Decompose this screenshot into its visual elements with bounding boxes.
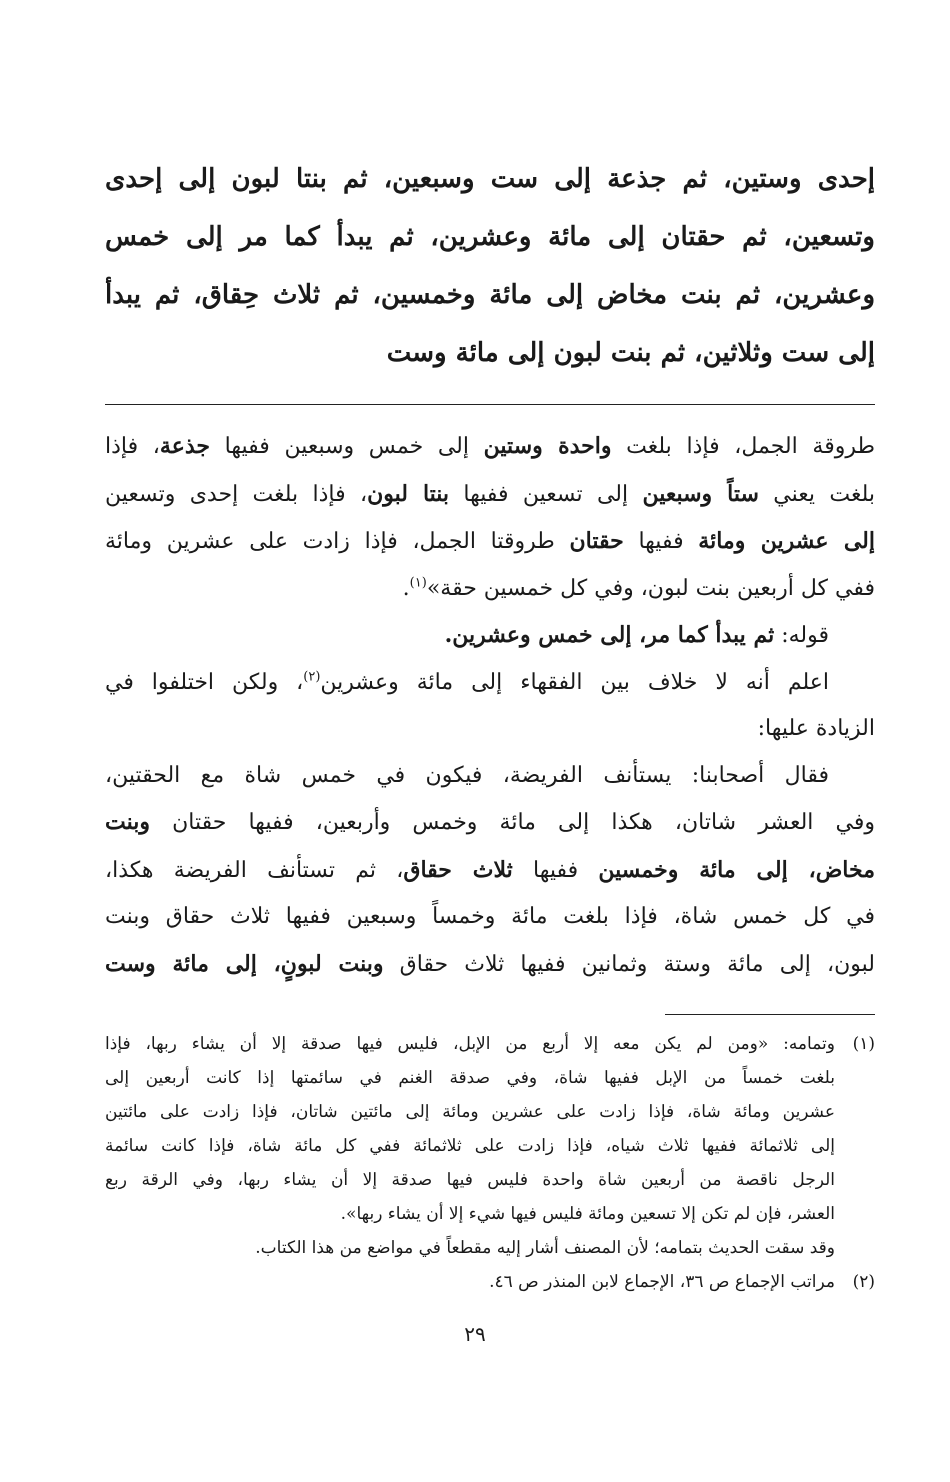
sharh-line-8: فقال أصحابنا: يستأنف الفريضة، فيكون في خمس شاة مع الحقتين، xyxy=(105,762,829,788)
sharh-line-10: مخاض، إلى مائة وخمسين ففيها ثلاث حقاق، ثم تستأنف الفريضة هكذا، xyxy=(105,856,875,883)
matn-text xyxy=(105,150,875,382)
footnote-1 xyxy=(105,1027,875,1265)
matn-line-1: إحدى وستين، ثم جذعة إلى ست وسبعين، ثم بنتا لبون إلى إحدى xyxy=(105,164,875,194)
footnote-2 xyxy=(105,1265,875,1299)
footnote-line: العشر، فإن لم تكن إلا تسعين ومائة فليس فيها شيء إلا أن يشاء ربها». xyxy=(340,1204,835,1224)
footnote-ref-1[interactable]: (١) xyxy=(409,575,427,591)
footnote-line: إلى ثلاثمائة ففيها ثلاث شياه، فإذا زادت على ثلاثمائة ففي كل مائة شاة، فإذا كانت سائمة xyxy=(105,1136,835,1156)
commentary-text xyxy=(105,423,875,988)
footnote-line: بلغت خمساً من الإبل ففيها شاة، وفي صدقة الغنم في سائمتها إذا كانت أربعين إلى xyxy=(105,1068,835,1088)
matn-line-3: وعشرين، ثم بنت مخاض إلى مائة وخمسين، ثم ثلاث حِقاق، ثم يبدأ xyxy=(105,280,875,310)
main-divider xyxy=(105,404,875,405)
sharh-line-4: ففي كل أربعين بنت لبون، وفي كل خمسين حقة»$^{(١)}$. xyxy=(402,575,875,601)
page-body xyxy=(105,150,875,1299)
footnote-line: وتمامه: «ومن لم يكن معه إلا أربع من الإبل، فليس فيها صدقة إلا أن يشاء ربها، فإذا xyxy=(105,1034,835,1054)
sharh-line-3: إلى عشرين ومائة ففيها حقتان طروقتا الجمل، فإذا زادت على عشرين ومائة xyxy=(105,528,875,554)
footnotes xyxy=(105,1027,875,1299)
footnote-number: (١) xyxy=(852,1034,875,1054)
page-number: ٢٩ xyxy=(464,1322,486,1346)
footnote-number: (٢) xyxy=(852,1272,875,1292)
sharh-qawluhu: قوله: ثم يبدأ كما مر، إلى خمس وعشرين. xyxy=(444,622,829,648)
sharh-line-12: لبون، إلى مائة وستة وثمانين ففيها ثلاث حقاق وبنت لبونٍ، إلى مائة وست xyxy=(105,950,875,977)
footnote-divider xyxy=(665,1014,875,1015)
footnote-ref-2[interactable]: (٢) xyxy=(303,669,321,685)
sharh-line-9-text: وفي العشر شاتان، هكذا إلى مائة وخمس وأربعين، ففيها حقتان xyxy=(150,810,875,835)
sharh-line-7: الزيادة عليها: xyxy=(757,716,875,741)
footnote-line: وقد سقت الحديث بتمامه؛ لأن المصنف أشار إليه مقطعاً في مواضع من هذا الكتاب. xyxy=(255,1238,835,1258)
sharh-line-9: وفي العشر شاتان، هكذا إلى مائة وخمس وأربعين، ففيها حقتان وبنت xyxy=(105,809,875,835)
footnote-line: الرجل ناقصة من أربعين شاة واحدة فليس فيها صدقة إلا أن يشاء ربها، وفي الرقة ربع xyxy=(105,1170,835,1190)
matn-line-2: وتسعين، ثم حقتان إلى مائة وعشرين، ثم يبدأ كما مر إلى خمس xyxy=(105,222,875,252)
matn-line-4: إلى ست وثلاثين، ثم بنت لبون إلى مائة وست xyxy=(386,338,875,368)
sharh-line-11: في كل خمس شاة، فإذا بلغت مائة وخمساً وسبعين ففيها ثلاث حقاق وبنت xyxy=(105,904,875,929)
footnote-line: عشرين ومائة شاة، فإذا زادت على عشرين ومائة إلى مائتين شاتان، فإذا زادت على مائتين xyxy=(105,1102,835,1122)
sharh-line-6: اعلم أنه لا خلاف بين الفقهاء إلى مائة وعشرين$^{(٢)}$، ولكن اختلفوا في xyxy=(105,669,829,695)
sharh-line-1: طروقة الجمل، فإذا بلغت واحدة وستين إلى خمس وسبعين ففيها جذعة، فإذا xyxy=(105,433,875,459)
sharh-line-2: بلغت يعني ستاً وسبعين إلى تسعين ففيها بنتا لبون، فإذا بلغت إحدى وتسعين xyxy=(105,480,875,507)
footnote-line: مراتب الإجماع ص ٣٦، الإجماع لابن المنذر ص ٤٦. xyxy=(489,1272,835,1292)
